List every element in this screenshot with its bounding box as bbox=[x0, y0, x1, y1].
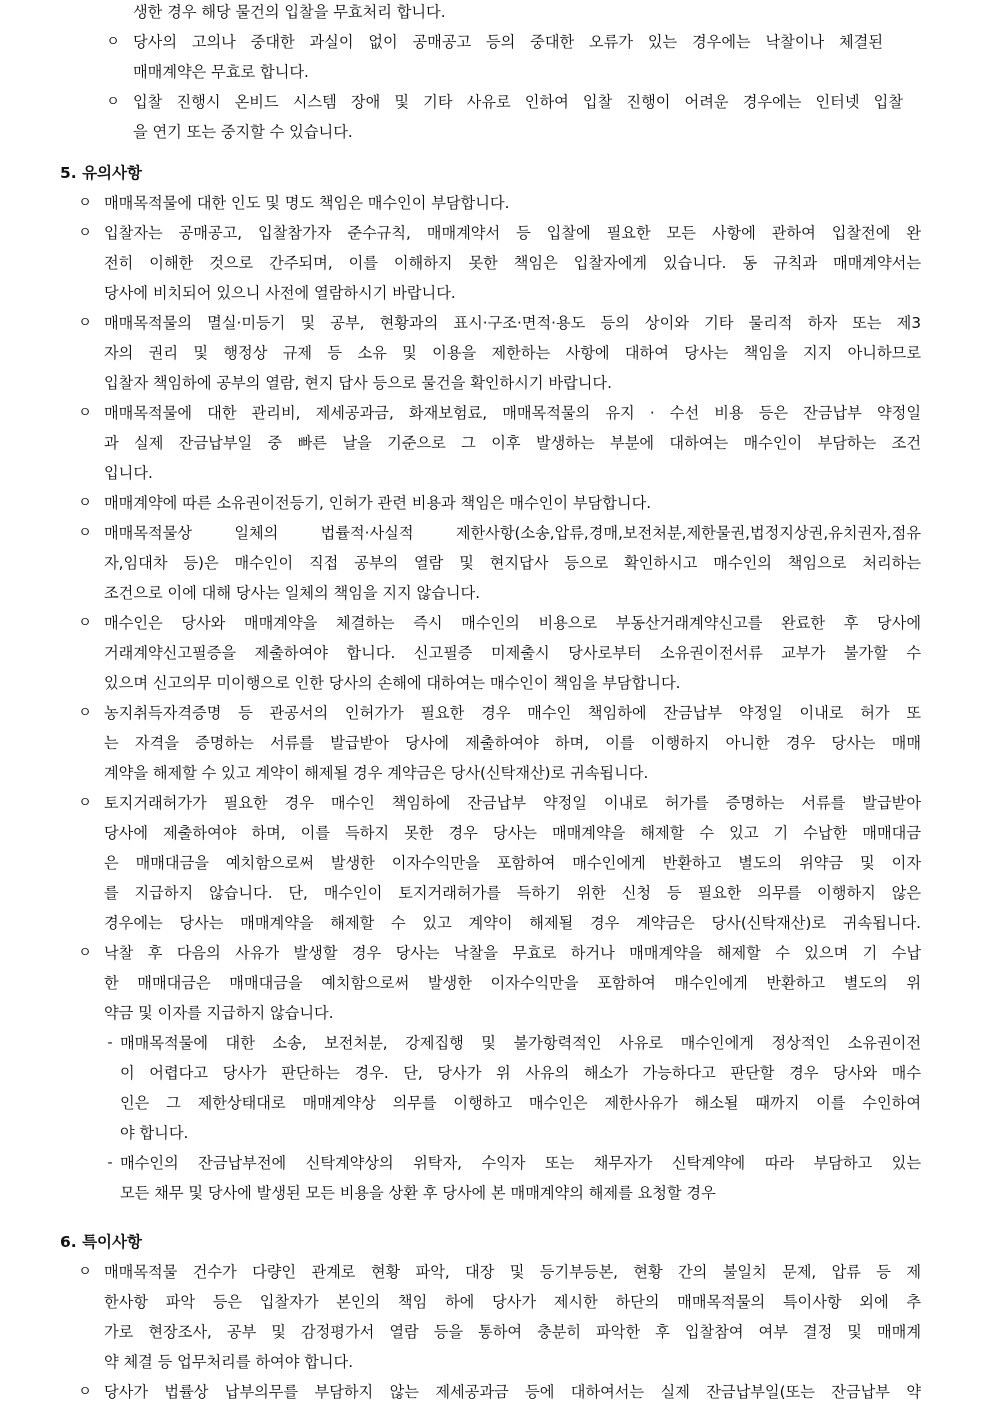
text-line: 가로 현장조사, 공부 및 감정평가서 열람 등을 통하여 충분히 파악한 후 입찰참여 여부 결정 및 매매계 bbox=[104, 1323, 921, 1341]
text-line: 매매목적물에 대한 소송, 보전처분, 강제집행 및 불가항력적인 사유로 매수인에게 정상적인 소유권이전 bbox=[120, 1034, 921, 1052]
text-line: 매매목적물에 대한 관리비, 제세공과금, 화재보험료, 매매목적물의 유지 · 수선 비용 등은 잔금납부 약정일 bbox=[104, 404, 921, 422]
text-line: 을 연기 또는 중지할 수 있습니다. bbox=[133, 123, 353, 141]
text-line: 자의 권리 및 행정상 규제 등 소유 및 이용을 제한하는 사항에 대하여 당사는 책임을 지지 아니하므로 bbox=[104, 344, 921, 362]
bullet-circle: ㅇ bbox=[78, 705, 92, 721]
text-line: 계약을 해제할 수 있고 계약이 해제될 경우 계약금은 당사(신탁재산)로 귀속됩니다. bbox=[104, 764, 649, 782]
text-line: 한 매매대금은 매매대금을 예치함으로써 발생한 이자수익만을 포함하여 매수인에게 반환하고 별도의 위 bbox=[104, 974, 921, 992]
text-line: 매매계약에 따른 소유권이전등기, 인허가 관련 비용과 책임은 매수인이 부담합니다. bbox=[104, 494, 652, 512]
text-line: 생한 경우 해당 물건의 입찰을 무효처리 합니다. bbox=[133, 3, 446, 21]
text-line: 있으며 신고의무 미이행으로 인한 당사의 손해에 대하여는 매수인이 책임을 부담합니다. bbox=[104, 674, 681, 692]
text-line: 약 체결 등 업무처리를 하여야 합니다. bbox=[104, 1353, 354, 1371]
bullet-circle: ㅇ bbox=[78, 1384, 92, 1400]
bullet-circle: ㅇ bbox=[106, 34, 120, 50]
text-line: 낙찰 후 다음의 사유가 발생할 경우 당사는 낙찰을 무효로 하거나 매매계약을 해제할 수 있으며 기 수납 bbox=[104, 944, 921, 962]
text-line: 매수인은 당사와 매매계약을 체결하는 즉시 매수인의 비용으로 부동산거래계약신고를 완료한 후 당사에 bbox=[104, 614, 921, 632]
text-line: 당사에 제출하여야 하며, 이를 득하지 못한 경우 당사는 매매계약을 해제할 수 있고 기 수납한 매매대금 bbox=[104, 824, 921, 842]
bullet-circle: ㅇ bbox=[78, 195, 92, 211]
bullet-circle: ㅇ bbox=[78, 615, 92, 631]
text-line: 이 어렵다고 당사가 판단하는 경우. 단, 당사가 위 사유의 해소가 가능하다고 판단할 경우 당사와 매수 bbox=[120, 1064, 921, 1082]
text-line: 입찰자는 공매공고, 입찰참가자 준수규칙, 매매계약서 등 입찰에 필요한 모든 사항에 관하여 입찰전에 완 bbox=[104, 224, 921, 242]
bullet-circle: ㅇ bbox=[78, 225, 92, 241]
text-line: 당사의 고의나 중대한 과실이 없이 공매공고 등의 중대한 오류가 있는 경우에는 낙찰이나 체결된 bbox=[133, 33, 883, 51]
text-line: 자,임대차 등)은 매수인이 직접 공부의 열람 및 현지답사 등으로 확인하시고 매수인의 책임으로 처리하는 bbox=[104, 554, 921, 572]
bullet-circle: ㅇ bbox=[78, 795, 92, 811]
bullet-circle: ㅇ bbox=[78, 525, 92, 541]
text-line: 매매목적물상 일체의 법률적·사실적 제한사항(소송,압류,경매,보전처분,제한물권,법정지상권,유치권자,점유 bbox=[104, 524, 921, 542]
section-heading: 6. 특이사항 bbox=[60, 1233, 142, 1251]
text-line: 경우에는 당사는 매매계약을 해제할 수 있고 계약이 해제될 경우 계약금은 당사(신탁재산)로 귀속됩니다. bbox=[104, 914, 921, 932]
text-line: 당사가 법률상 납부의무를 부담하지 않는 제세공과금 등에 대하여서는 실제 잔금납부일(또는 잔금납부 약 bbox=[104, 1383, 921, 1401]
bullet-circle: ㅇ bbox=[78, 315, 92, 331]
text-line: 모든 채무 및 당사에 발생된 모든 비용을 상환 후 당사에 본 매매계약의 해제를 요청할 경우 bbox=[120, 1184, 716, 1202]
text-line: 매매계약은 무효로 합니다. bbox=[133, 63, 309, 81]
text-line: 입찰자 책임하에 공부의 열람, 현지 답사 등으로 물건을 확인하시기 바랍니다. bbox=[104, 374, 612, 392]
section-heading: 5. 유의사항 bbox=[60, 164, 142, 182]
text-line: 약금 및 이자를 지급하지 않습니다. bbox=[104, 1004, 334, 1022]
bullet-dash: - bbox=[107, 1155, 113, 1171]
bullet-circle: ㅇ bbox=[78, 945, 92, 961]
text-line: 조건으로 이에 대해 당사는 일체의 책임을 지지 않습니다. bbox=[104, 584, 481, 602]
text-line: 당사에 비치되어 있으니 사전에 열람하시기 바랍니다. bbox=[104, 284, 456, 302]
text-line: 매매목적물의 멸실·미등기 및 공부, 현황과의 표시·구조·면적·용도 등의 상이와 기타 물리적 하자 또는 제3 bbox=[104, 314, 921, 332]
bullet-circle: ㅇ bbox=[106, 94, 120, 110]
text-line: 야 합니다. bbox=[120, 1124, 189, 1142]
text-line: 은 매매대금을 예치함으로써 발생한 이자수익만을 포함하여 매수인에게 반환하고 별도의 위약금 및 이자 bbox=[104, 854, 921, 872]
text-line: 입찰 진행시 온비드 시스템 장애 및 기타 사유로 인하여 입찰 진행이 어려운 경우에는 인터넷 입찰 bbox=[133, 93, 903, 111]
text-line: 는 자격을 증명하는 서류를 발급받아 당사에 제출하여야 하며, 이를 이행하지 아니한 경우 당사는 매매 bbox=[104, 734, 921, 752]
text-line: 매수인의 잔금납부전에 신탁계약상의 위탁자, 수익자 또는 채무자가 신탁계약에 따라 부담하고 있는 bbox=[120, 1154, 921, 1172]
text-line: 한사항 파악 등은 입찰자가 본인의 책임 하에 당사가 제시한 하단의 매매목적물의 특이사항 외에 추 bbox=[104, 1293, 921, 1311]
text-line: 입니다. bbox=[104, 464, 153, 482]
bullet-circle: ㅇ bbox=[78, 1264, 92, 1280]
text-line: 거래계약신고필증을 제출하여야 합니다. 신고필증 미제출시 당사로부터 소유권이전서류 교부가 불가할 수 bbox=[104, 644, 921, 662]
text-line: 전히 이해한 것으로 간주되며, 이를 이해하지 못한 책임은 입찰자에게 있습니다. 동 규칙과 매매계약서는 bbox=[104, 254, 921, 272]
text-line: 매매목적물 건수가 다량인 관계로 현황 파악, 대장 및 등기부등본, 현황 간의 불일치 문제, 압류 등 제 bbox=[104, 1263, 921, 1281]
bullet-circle: ㅇ bbox=[78, 405, 92, 421]
text-line: 농지취득자격증명 등 관공서의 인허가가 필요한 경우 매수인 책임하에 잔금납부 약정일 이내로 허가 또 bbox=[104, 704, 921, 722]
text-line: 를 지급하지 않습니다. 단, 매수인이 토지거래허가를 득하기 위한 신청 등 필요한 의무를 이행하지 않은 bbox=[104, 884, 921, 902]
bullet-dash: - bbox=[107, 1035, 113, 1051]
text-line: 인은 그 제한상태대로 매매계약상 의무를 이행하고 매수인은 제한사유가 해소될 때까지 이를 수인하여 bbox=[120, 1094, 921, 1112]
text-line: 토지거래허가가 필요한 경우 매수인 책임하에 잔금납부 약정일 이내로 허가를 증명하는 서류를 발급받아 bbox=[104, 794, 921, 812]
bullet-circle: ㅇ bbox=[78, 495, 92, 511]
text-line: 과 실제 잔금납부일 중 빠른 날을 기준으로 그 이후 발생하는 부분에 대하여는 매수인이 부담하는 조건 bbox=[104, 434, 921, 452]
text-line: 매매목적물에 대한 인도 및 명도 책임은 매수인이 부담합니다. bbox=[104, 194, 510, 212]
